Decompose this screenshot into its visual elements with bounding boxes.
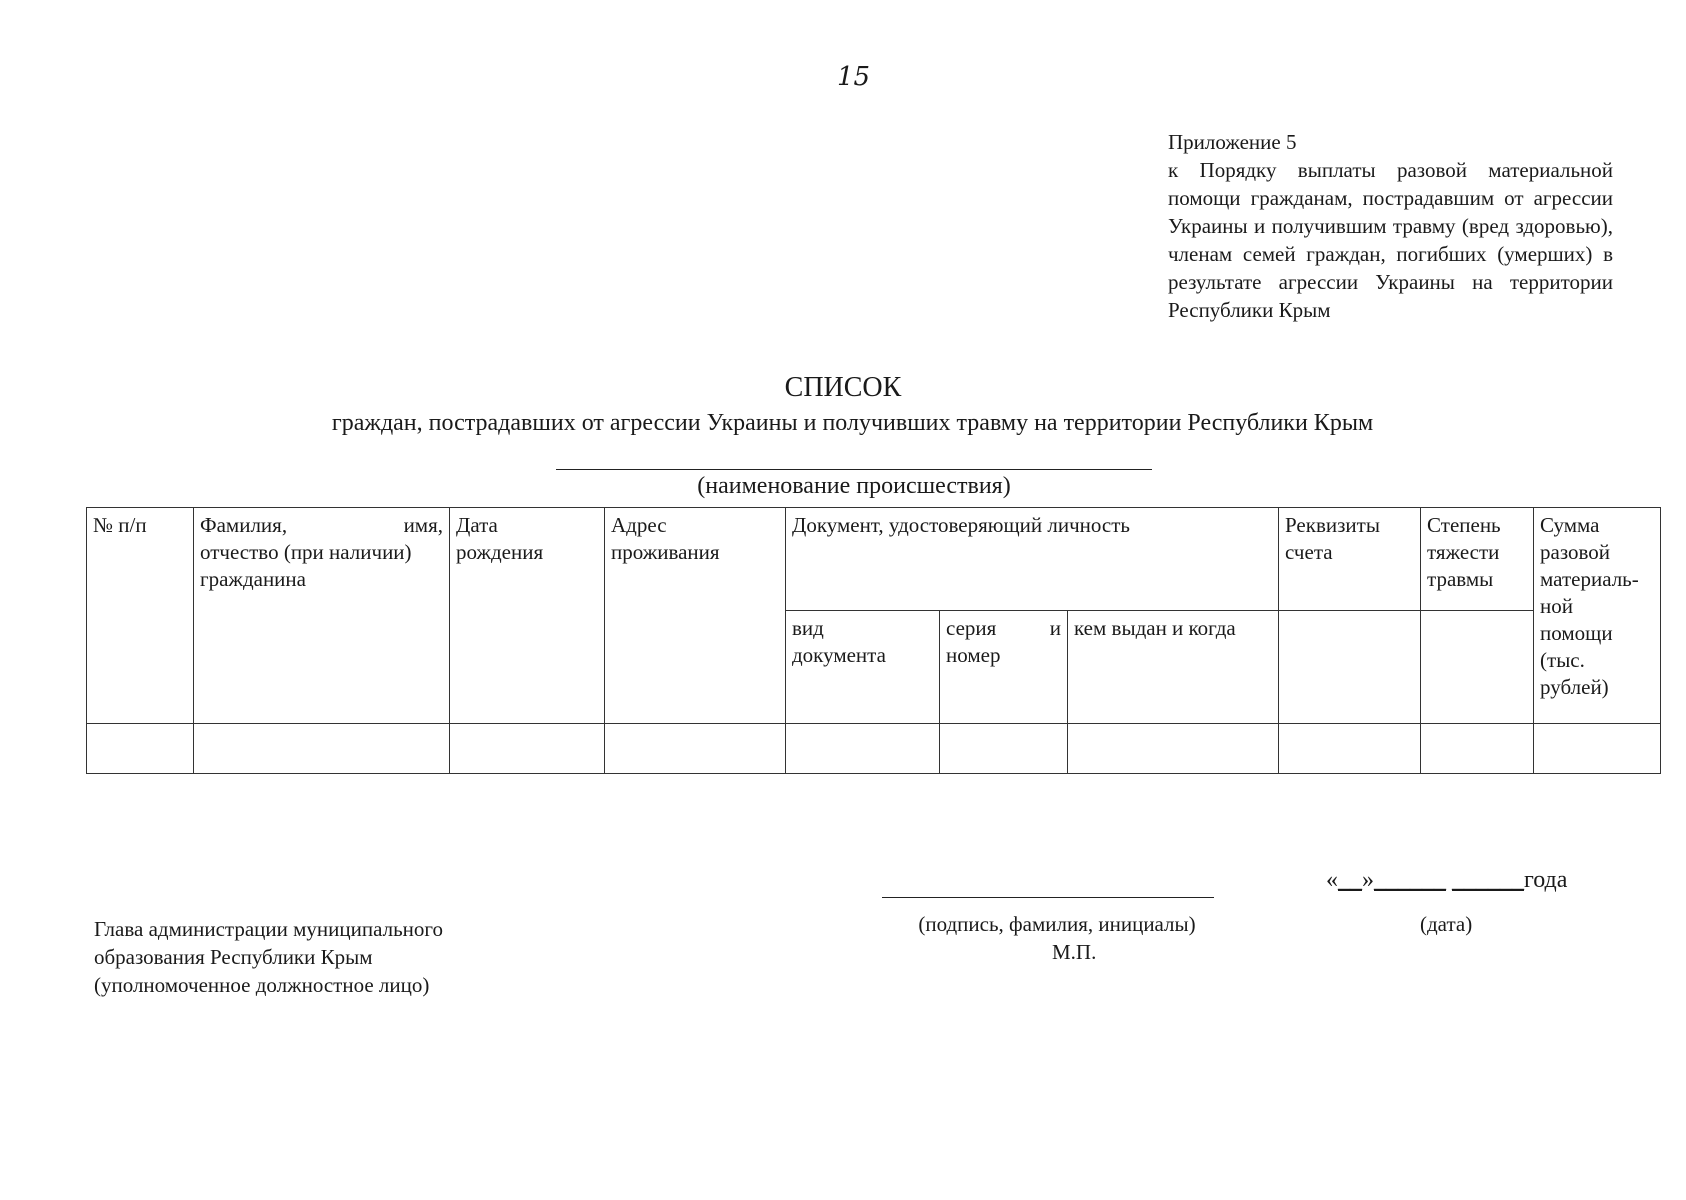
date-month-blank: ______ [1374, 867, 1446, 893]
cell-birth-date[interactable] [450, 724, 605, 774]
header-series-word2: и [1049, 616, 1061, 640]
document-subtitle: граждан, пострадавших от агрессии Украины и получивших травму на территории Республики Крым [331, 410, 1374, 436]
header-address [605, 508, 786, 724]
page-number: 15 [837, 62, 871, 92]
header-amount-line1: Сумма [1540, 513, 1600, 537]
head-line3: (уполномоченное должностное лицо) [94, 973, 430, 997]
header-severity-line3: травмы [1427, 567, 1494, 591]
header-amount-line4: ной [1540, 594, 1574, 618]
cell-account-details[interactable] [1279, 724, 1421, 774]
header-severity-line2: тяжести [1427, 540, 1500, 564]
document-title: СПИСОК [784, 372, 902, 403]
date-caption: (дата) [1420, 912, 1473, 936]
header-severity-line1: Степень [1427, 513, 1501, 537]
incident-name-caption: (наименование происшествия) [697, 473, 1011, 499]
appendix-block [1168, 128, 1613, 324]
account-subcell [1279, 611, 1421, 724]
header-number: № п/п [87, 508, 194, 724]
cell-series-number[interactable] [940, 724, 1068, 774]
header-account-line1: Реквизиты [1285, 513, 1380, 537]
head-of-administration [94, 915, 574, 999]
header-amount-line6: (тыс. [1540, 648, 1585, 672]
header-document-type-line1: вид [792, 616, 824, 640]
appendix-title: Приложение 5 [1168, 130, 1297, 154]
header-account-line2: счета [1285, 540, 1333, 564]
signature-caption: (подпись, фамилия, инициалы) [918, 912, 1196, 936]
cell-injury-severity[interactable] [1421, 724, 1534, 774]
date-field[interactable] [1326, 867, 1567, 894]
date-open-quote: « [1326, 867, 1338, 893]
severity-subcell [1421, 611, 1534, 724]
incident-name-line[interactable] [556, 469, 1152, 470]
header-account-details [1279, 508, 1421, 611]
header-amount-line5: помощи [1540, 621, 1613, 645]
table-row [87, 724, 1661, 774]
header-amount-line3: материаль- [1540, 567, 1639, 591]
cell-address[interactable] [605, 724, 786, 774]
header-series-line2: номер [946, 643, 1001, 667]
head-line1: Глава администрации муниципального [94, 917, 443, 941]
header-birth-date [450, 508, 605, 724]
header-amount-line7: рублей) [1540, 675, 1609, 699]
date-close-quote: » [1362, 867, 1374, 893]
header-full-name-word2: имя, [403, 513, 443, 537]
date-day-blank: __ [1338, 867, 1362, 893]
header-document-type-line2: документа [792, 643, 886, 667]
header-injury-severity [1421, 508, 1534, 611]
header-birth-date-line1: Дата [456, 513, 498, 537]
cell-full-name[interactable] [194, 724, 450, 774]
header-amount-line2: разовой [1540, 540, 1611, 564]
appendix-text: к Порядку выплаты разовой материальной помощи гражданам, пострадавшим от агрессии Украины и получившим травму (вред здоровью), членам семей граждан, погибших (умерших) в результате агрессии Украины на территории Республики Крым [1168, 158, 1613, 322]
date-year-blank: ______ [1452, 867, 1524, 893]
cell-issued-by[interactable] [1068, 724, 1279, 774]
header-address-line2: проживания [611, 540, 720, 564]
header-address-line1: Адрес [611, 513, 667, 537]
head-line2: образования Республики Крым [94, 945, 373, 969]
cell-aid-amount[interactable] [1534, 724, 1661, 774]
header-full-name-line2: отчество (при наличии) [200, 540, 412, 564]
date-year-word: года [1524, 867, 1568, 893]
stamp-place: М.П. [1052, 940, 1097, 964]
header-aid-amount [1534, 508, 1661, 724]
header-document-type [786, 611, 940, 724]
signature-line[interactable] [882, 897, 1214, 898]
header-full-name-word1: Фамилия, [200, 513, 288, 537]
cell-document-type[interactable] [786, 724, 940, 774]
cell-number[interactable] [87, 724, 194, 774]
header-series-word1: серия [946, 616, 997, 640]
header-series-number [940, 611, 1068, 724]
header-full-name [194, 508, 450, 724]
header-identity-document: Документ, удостоверяющий личность [786, 508, 1279, 611]
header-full-name-line3: гражданина [200, 567, 306, 591]
header-birth-date-line2: рождения [456, 540, 544, 564]
citizens-table [86, 507, 1661, 774]
header-issued-by: кем выдан и когда [1068, 611, 1279, 724]
